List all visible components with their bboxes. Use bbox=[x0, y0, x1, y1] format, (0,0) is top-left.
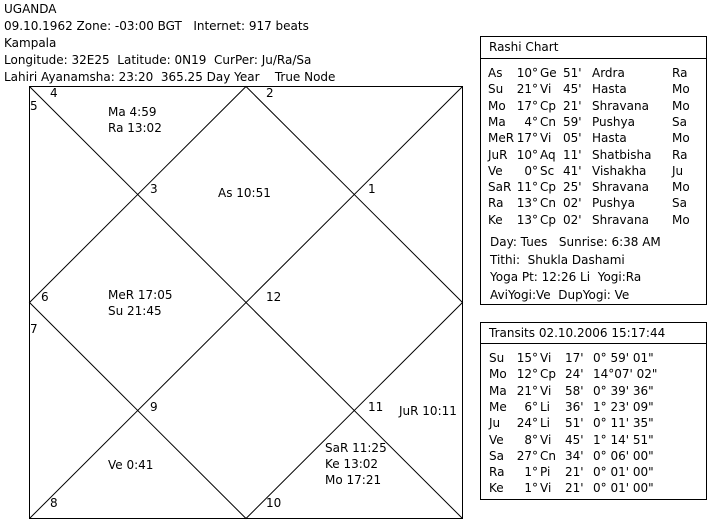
transits-table bbox=[480, 343, 707, 500]
house-planet: JuR 10:11 bbox=[399, 404, 457, 418]
transit-motion: 0° 39' 36" bbox=[593, 383, 654, 398]
rashi-nak: Hasta bbox=[592, 131, 627, 146]
rashi-lord: Mo bbox=[672, 98, 690, 113]
rashi-row bbox=[481, 99, 706, 114]
house-planet: Ke 13:02 bbox=[325, 457, 379, 471]
transit-motion: 0° 01' 00" bbox=[593, 481, 654, 496]
header-line-coordinates: Longitude: 32E25 Latitude: 0N19 CurPer: Ju/Ra/Sa bbox=[4, 53, 312, 67]
rashi-planet: Ra bbox=[488, 196, 504, 211]
rashi-lord: Ju bbox=[672, 163, 684, 178]
rashi-row bbox=[481, 131, 706, 146]
header-line-city: Kampala bbox=[4, 36, 57, 50]
rashi-planet: Mo bbox=[488, 98, 506, 113]
rashi-info-line: Day: Tues Sunrise: 6:38 AM bbox=[490, 235, 661, 249]
house-number: 12 bbox=[266, 290, 282, 304]
rashi-sign: Aq bbox=[540, 147, 556, 162]
rashi-title-box bbox=[480, 36, 707, 60]
rashi-lord: Ra bbox=[672, 66, 688, 80]
rashi-min: 02' bbox=[563, 196, 582, 211]
house-number: 9 bbox=[150, 400, 158, 414]
rashi-sign: Ge bbox=[540, 66, 557, 80]
transit-row bbox=[481, 433, 706, 448]
rashi-info-line: Tithi: Shukla Dashami bbox=[490, 252, 625, 267]
transits-title: Transits 02.10.2006 15:17:44 bbox=[489, 326, 666, 340]
transit-row bbox=[481, 416, 706, 431]
rashi-deg: 10° bbox=[516, 147, 538, 162]
transit-deg: 8° bbox=[524, 432, 538, 447]
transit-min: 51' bbox=[565, 416, 584, 431]
rashi-nak: Shatbisha bbox=[592, 147, 652, 162]
rashi-planet: SaR bbox=[488, 180, 512, 195]
transit-planet: Sa bbox=[489, 448, 504, 463]
rashi-min: 45' bbox=[563, 82, 582, 97]
transit-planet: Ve bbox=[489, 432, 504, 447]
rashi-min: 59' bbox=[563, 114, 582, 129]
rashi-deg: 17° bbox=[516, 98, 538, 113]
rashi-sign: Cn bbox=[540, 196, 556, 211]
rashi-lord: Mo bbox=[672, 212, 690, 227]
rashi-planet: MeR bbox=[488, 131, 515, 146]
header-line-ayanamsha: Lahiri Ayanamsha: 23:20 365.25 Day Year True Node bbox=[4, 70, 336, 84]
rashi-row bbox=[481, 196, 706, 211]
rashi-lord: Mo bbox=[672, 180, 690, 195]
rashi-nak: Shravana bbox=[592, 180, 649, 195]
transit-min: 45' bbox=[565, 432, 584, 447]
rashi-planet: Su bbox=[488, 82, 504, 97]
rashi-table bbox=[480, 58, 707, 305]
rashi-sign: Cp bbox=[540, 98, 556, 113]
rashi-sign: Sc bbox=[540, 163, 555, 178]
rashi-planet: Ma bbox=[488, 114, 506, 129]
transit-deg: 1° bbox=[524, 465, 538, 480]
rashi-row bbox=[481, 66, 706, 81]
transit-min: 36' bbox=[565, 399, 584, 414]
rashi-min: 05' bbox=[563, 131, 582, 146]
rashi-nak: Shravana bbox=[592, 212, 649, 227]
transit-motion: 14°07' 02" bbox=[593, 367, 658, 382]
rashi-lord: Sa bbox=[672, 196, 687, 211]
house-planet: SaR 11:25 bbox=[325, 441, 387, 455]
rashi-min: 21' bbox=[563, 98, 582, 113]
rashi-nak: Pushya bbox=[592, 114, 635, 129]
transit-min: 24' bbox=[565, 367, 584, 382]
transit-motion: 1° 23' 09" bbox=[593, 399, 654, 414]
rashi-min: 51' bbox=[563, 66, 582, 80]
rashi-deg: 10° bbox=[516, 66, 538, 80]
rashi-row bbox=[481, 180, 706, 195]
transit-planet: Ra bbox=[489, 465, 505, 480]
transit-deg: 15° bbox=[516, 351, 538, 365]
house-planet: Mo 17:21 bbox=[325, 473, 382, 487]
transit-planet: Mo bbox=[489, 367, 507, 382]
transit-planet: Su bbox=[489, 351, 505, 365]
transit-motion: 0° 11' 35" bbox=[593, 416, 654, 431]
rashi-sign: Cp bbox=[540, 212, 556, 227]
house-number: 1 bbox=[368, 182, 376, 196]
rashi-sign: Cp bbox=[540, 180, 556, 195]
transit-row bbox=[481, 367, 706, 382]
rashi-deg: 17° bbox=[516, 131, 538, 146]
transit-deg: 27° bbox=[516, 448, 538, 463]
transit-sign: Cn bbox=[540, 448, 556, 463]
transit-planet: Ke bbox=[489, 481, 504, 496]
rashi-title: Rashi Chart bbox=[489, 40, 559, 54]
rashi-info-line: Yoga Pt: 12:26 Li Yogi:Ra bbox=[490, 270, 642, 284]
rashi-nak: Vishakha bbox=[592, 163, 647, 178]
rashi-sign: Vi bbox=[540, 82, 552, 97]
transit-deg: 1° bbox=[524, 481, 538, 496]
transit-motion: 0° 59' 01" bbox=[593, 351, 654, 365]
house-number: 8 bbox=[50, 496, 58, 510]
transit-sign: Pi bbox=[540, 465, 551, 480]
rashi-deg: 13° bbox=[516, 196, 538, 211]
transit-row bbox=[481, 449, 706, 464]
transit-row bbox=[481, 400, 706, 415]
rashi-deg: 4° bbox=[524, 114, 538, 129]
transit-sign: Cp bbox=[540, 367, 556, 382]
house-number: 2 bbox=[266, 86, 274, 100]
house-number: 7 bbox=[30, 322, 38, 336]
transit-sign: Vi bbox=[540, 383, 552, 398]
rashi-planet: Ve bbox=[488, 163, 503, 178]
house-planet: MeR 17:05 bbox=[108, 288, 173, 302]
house-number: 4 bbox=[50, 86, 58, 100]
rashi-lord: Ra bbox=[672, 147, 688, 162]
rashi-row bbox=[481, 115, 706, 130]
transit-deg: 6° bbox=[524, 399, 538, 414]
rashi-sign: Cn bbox=[540, 114, 556, 129]
transit-motion: 1° 14' 51" bbox=[593, 432, 654, 447]
transit-min: 58' bbox=[565, 383, 584, 398]
transit-deg: 12° bbox=[516, 367, 538, 382]
transit-motion: 0° 01' 00" bbox=[593, 465, 654, 480]
rashi-min: 11' bbox=[563, 147, 582, 162]
house-planet: Ma 4:59 bbox=[108, 105, 157, 119]
rashi-deg: 11° bbox=[516, 180, 538, 195]
header-line-datetime: 09.10.1962 Zone: -03:00 BGT Internet: 917 beats bbox=[4, 19, 309, 33]
house-number: 10 bbox=[266, 496, 282, 510]
house-number: 11 bbox=[368, 400, 384, 414]
rashi-lord: Mo bbox=[672, 82, 690, 97]
rashi-row bbox=[481, 148, 706, 163]
rashi-planet: Ke bbox=[488, 212, 503, 227]
rashi-row bbox=[481, 164, 706, 179]
transit-sign: Li bbox=[540, 416, 551, 431]
rashi-min: 02' bbox=[563, 212, 582, 227]
transit-deg: 24° bbox=[516, 416, 538, 431]
transit-motion: 0° 06' 00" bbox=[593, 448, 654, 463]
transit-row bbox=[481, 481, 706, 496]
transit-row bbox=[481, 384, 706, 399]
transit-row bbox=[481, 351, 706, 366]
house-number: 3 bbox=[150, 182, 158, 196]
house-planet: Su 21:45 bbox=[108, 304, 162, 318]
rashi-planet: As bbox=[488, 66, 503, 80]
rashi-deg: 0° bbox=[524, 163, 538, 178]
transit-min: 21' bbox=[565, 465, 584, 480]
transit-sign: Vi bbox=[540, 481, 552, 496]
house-planet: Ra 13:02 bbox=[108, 121, 162, 135]
header-line-place: UGANDA bbox=[4, 2, 57, 16]
transit-planet: Ju bbox=[489, 416, 501, 431]
house-planet: As 10:51 bbox=[218, 186, 271, 200]
rashi-nak: Hasta bbox=[592, 82, 627, 97]
rashi-nak: Shravana bbox=[592, 98, 649, 113]
house-number: 5 bbox=[30, 99, 38, 113]
transit-sign: Vi bbox=[540, 351, 552, 365]
rashi-row bbox=[481, 213, 706, 228]
transit-sign: Li bbox=[540, 399, 551, 414]
rashi-lord: Mo bbox=[672, 131, 690, 146]
transit-planet: Me bbox=[489, 399, 507, 414]
rashi-sign: Vi bbox=[540, 131, 552, 146]
transit-min: 34' bbox=[565, 448, 584, 463]
rashi-deg: 13° bbox=[516, 212, 538, 227]
rashi-min: 41' bbox=[563, 163, 582, 178]
rashi-lord: Sa bbox=[672, 114, 687, 129]
house-number: 6 bbox=[41, 290, 49, 304]
transit-planet: Ma bbox=[489, 383, 507, 398]
transit-min: 21' bbox=[565, 481, 584, 496]
rashi-planet: JuR bbox=[488, 147, 508, 162]
transit-min: 17' bbox=[565, 351, 584, 365]
transit-deg: 21° bbox=[516, 383, 538, 398]
transit-row bbox=[481, 465, 706, 480]
rashi-deg: 21° bbox=[516, 82, 538, 97]
rashi-nak: Ardra bbox=[592, 66, 625, 80]
rashi-row bbox=[481, 82, 706, 97]
rashi-nak: Pushya bbox=[592, 196, 635, 211]
rashi-min: 25' bbox=[563, 180, 582, 195]
house-planet: Ve 0:41 bbox=[108, 458, 154, 472]
transits-title-box bbox=[480, 322, 707, 345]
rashi-info-line: AviYogi:Ve DupYogi: Ve bbox=[490, 287, 630, 302]
transit-sign: Vi bbox=[540, 432, 552, 447]
